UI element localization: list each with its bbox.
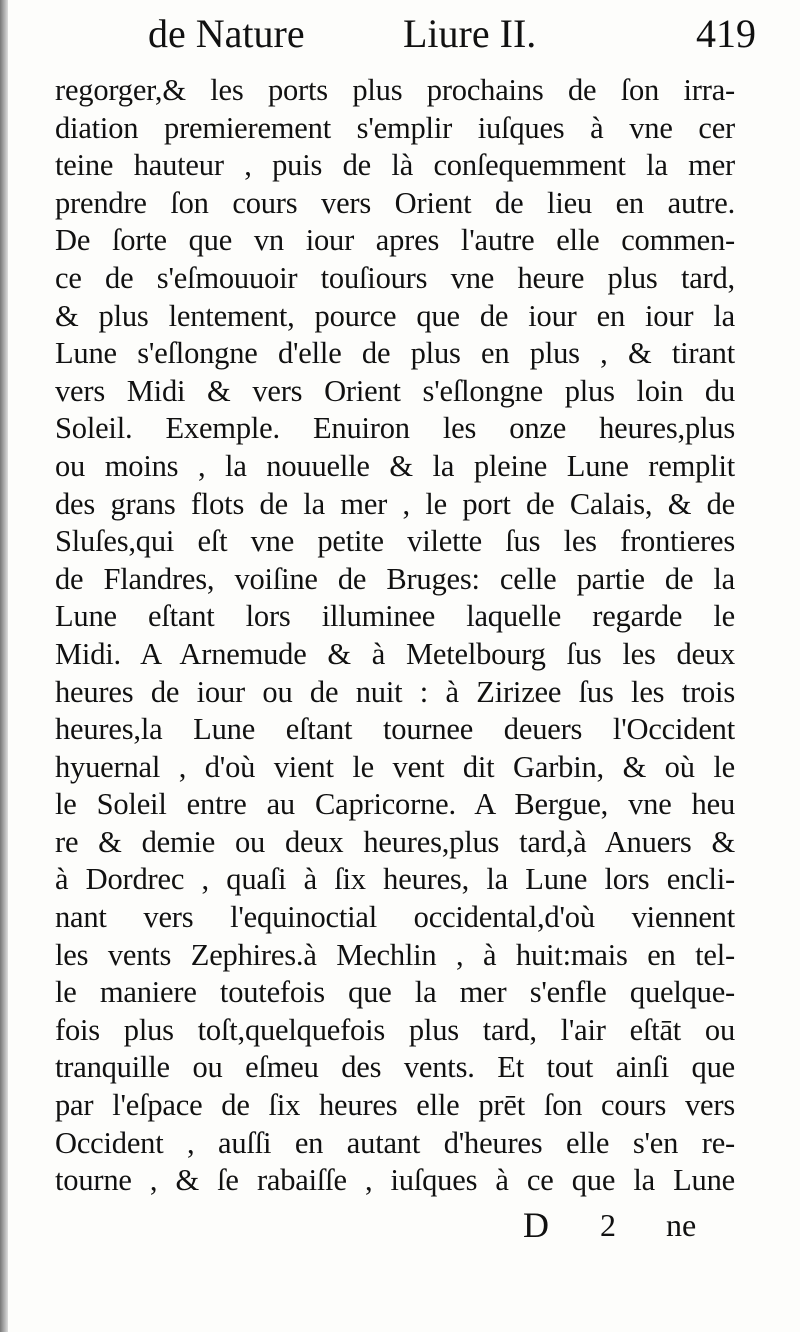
text-line: ou moins , la nouuelle & la pleine Lune remplit (55, 448, 735, 483)
text-line: fois plus toſt,quelquefois plus tard, l'air eſtāt ou (55, 1012, 735, 1047)
text-line: heures de iour ou de nuit : à Zirizee ſus les trois (55, 674, 735, 709)
text-line: le maniere toutefois que la mer s'enfle quelque- (55, 975, 735, 1010)
text-line: Lune eſtant lors illuminee laquelle regarde le (55, 599, 735, 634)
text-line: diation premierement s'emplir iuſques à vne cer (55, 110, 735, 145)
text-line: Midi. A Arnemude & à Metelbourg ſus les deux (55, 636, 735, 671)
page-edge (0, 0, 8, 1332)
page-footer (0, 1202, 800, 1248)
body-text (55, 72, 735, 1200)
text-line: vers Midi & vers Orient s'eſlongne plus loin du (55, 373, 735, 408)
text-line: tranquille ou eſmeu des vents. Et tout ainſi que (55, 1050, 735, 1085)
text-line: le Soleil entre au Capricorne. A Bergue, vne heu (55, 787, 735, 822)
text-line: Soleil. Exemple. Enuiron les onze heures,plus (55, 411, 735, 446)
running-title-left: de Nature (148, 11, 305, 56)
running-title-book: Liure II. (403, 11, 537, 56)
page-number: 419 (696, 11, 756, 56)
text-line: De ſorte que vn iour apres l'autre elle commen- (55, 223, 735, 258)
text-line: Sluſes,qui eſt vne petite vilette ſus les frontieres (55, 524, 735, 559)
signature-letter: D (523, 1205, 549, 1245)
text-line: ce de s'eſmouuoir touſiours vne heure plus tard, (55, 260, 735, 295)
running-header (148, 10, 756, 58)
text-line: hyuernal , d'où vient le vent dit Garbin, & où le (55, 749, 735, 784)
catchword: ne (666, 1207, 697, 1243)
text-line: des grans flots de la mer , le port de Calais, & de (55, 486, 735, 521)
text-line: Lune s'eſlongne d'elle de plus en plus , & tirant (55, 336, 735, 371)
text-line: teine hauteur , puis de là conſequemment la mer (55, 148, 735, 183)
text-line: re & demie ou deux heures,plus tard,à Anuers & (55, 824, 735, 859)
signature-number: 2 (600, 1207, 616, 1243)
text-line: Occident , auſſi en autant d'heures elle s'en re- (55, 1125, 735, 1160)
text-line: heures,la Lune eſtant tournee deuers l'Occident (55, 712, 735, 747)
text-line: de Flandres, voiſine de Bruges: celle partie de la (55, 561, 735, 596)
text-line: les vents Zephires.à Mechlin , à huit:mais en tel- (55, 937, 735, 972)
text-line: par l'eſpace de ſix heures elle prēt ſon cours vers (55, 1088, 735, 1123)
text-line: prendre ſon cours vers Orient de lieu en autre. (55, 185, 735, 220)
text-line: tourne , & ſe rabaiſſe , iuſques à ce que la Lune (55, 1163, 735, 1198)
text-line: à Dordrec , quaſi à ſix heures, la Lune lors encli- (55, 862, 735, 897)
text-line: nant vers l'equinoctial occidental,d'où viennent (55, 900, 735, 935)
text-line: & plus lentement, pource que de iour en iour la (55, 298, 735, 333)
text-line: regorger,& les ports plus prochains de ſon irra- (55, 73, 735, 107)
